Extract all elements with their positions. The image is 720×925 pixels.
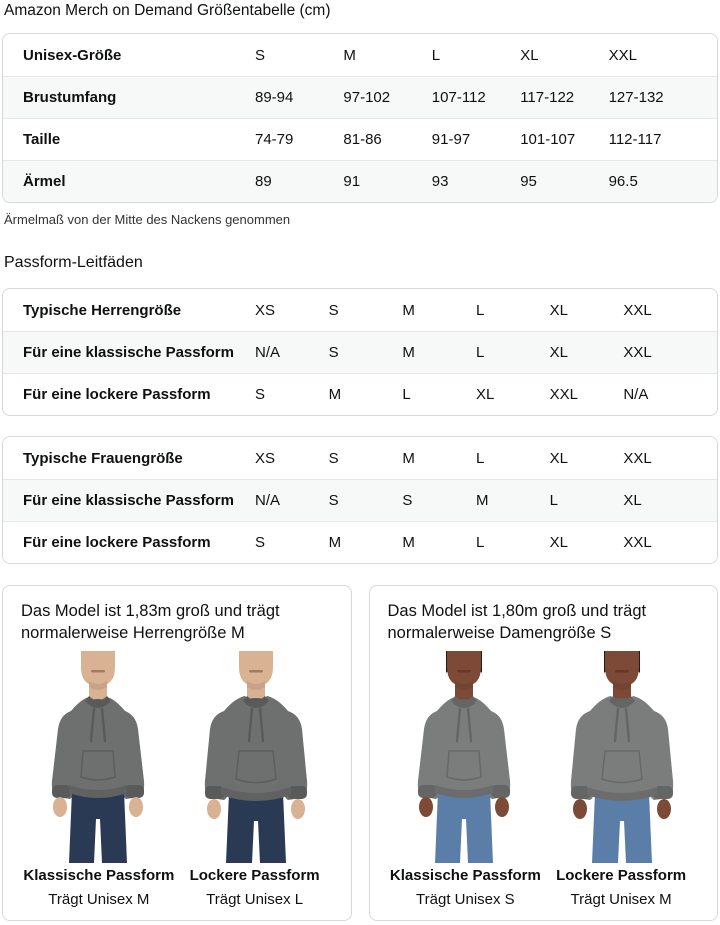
size-column-header: L bbox=[431, 46, 441, 64]
cell-value: M bbox=[402, 344, 415, 361]
men-models-photos bbox=[21, 651, 333, 863]
female-model-loose-fit-photo bbox=[546, 651, 698, 863]
cell-value: XXL bbox=[623, 344, 652, 361]
row-label: Typische Herrengröße bbox=[23, 301, 182, 319]
women-fit-guide-table bbox=[2, 436, 718, 564]
row-label: Für eine lockere Passform bbox=[23, 534, 211, 551]
row-label: Für eine lockere Passform bbox=[23, 386, 211, 403]
cell-value: 89 bbox=[255, 173, 272, 190]
cell-value: L bbox=[475, 534, 485, 551]
row-label: Typische Frauengröße bbox=[23, 449, 183, 467]
cell-value: XL bbox=[549, 301, 569, 319]
table-row-classic-fit bbox=[3, 331, 717, 373]
women-captions bbox=[388, 867, 700, 908]
female-model-classic-fit-photo bbox=[388, 651, 540, 863]
row-label: Für eine klassische Passform bbox=[23, 492, 234, 509]
caption-fit-label: Lockere Passform bbox=[556, 866, 687, 884]
cell-value: N/A bbox=[255, 344, 281, 361]
cell-value: S bbox=[255, 386, 266, 403]
loose-fit-caption bbox=[543, 867, 699, 908]
male-model-classic-fit-photo bbox=[22, 651, 174, 863]
unisex-size-table bbox=[2, 33, 718, 203]
caption-fit-label: Klassische Passform bbox=[389, 866, 541, 884]
male-model-loose-fit-photo bbox=[180, 651, 332, 863]
cell-value: M bbox=[328, 534, 342, 551]
cell-value: S bbox=[328, 449, 339, 467]
cell-value: 97-102 bbox=[343, 89, 391, 106]
cell-value: 74-79 bbox=[255, 131, 294, 148]
cell-value: XS bbox=[255, 301, 276, 319]
cell-value: 91-97 bbox=[431, 131, 471, 148]
cell-value: 89-94 bbox=[255, 89, 294, 106]
cell-value: L bbox=[475, 449, 485, 467]
size-column-header: XXL bbox=[608, 46, 637, 64]
page-title: Amazon Merch on Demand Größentabelle (cm) bbox=[4, 2, 331, 19]
women-models-photos bbox=[388, 651, 700, 863]
cell-value: XXL bbox=[623, 301, 652, 319]
cell-value: 96.5 bbox=[608, 173, 638, 190]
unisex-size-label: Unisex-Größe bbox=[23, 46, 122, 64]
caption-fit-label: Lockere Passform bbox=[189, 866, 320, 884]
cell-value: M bbox=[402, 449, 415, 467]
cell-value: 112-117 bbox=[608, 131, 662, 148]
table-row-loose-fit bbox=[3, 373, 717, 415]
cell-value: XL bbox=[623, 492, 642, 509]
fit-guides-heading: Passform-Leitfäden bbox=[4, 254, 143, 271]
caption-size-label: Trägt Unisex L bbox=[206, 890, 304, 908]
cell-value: M bbox=[402, 301, 415, 319]
cell-value: XXL bbox=[549, 386, 579, 403]
table-row-loose-fit bbox=[3, 521, 717, 563]
cell-value: M bbox=[475, 492, 489, 509]
cell-value: S bbox=[328, 301, 339, 319]
cell-value: M bbox=[402, 534, 415, 551]
cell-value: XL bbox=[475, 386, 495, 403]
women-model-card bbox=[369, 585, 719, 921]
men-captions bbox=[21, 867, 333, 908]
cell-value: S bbox=[402, 492, 413, 509]
cell-value: XXL bbox=[623, 534, 652, 551]
classic-fit-caption bbox=[388, 867, 544, 908]
row-label: Brustumfang bbox=[23, 89, 117, 106]
cell-value: N/A bbox=[255, 492, 281, 509]
cell-value: S bbox=[255, 534, 266, 551]
cell-value: N/A bbox=[623, 386, 649, 403]
table-row-waist bbox=[3, 118, 717, 160]
cell-value: XL bbox=[549, 449, 569, 467]
model-cards-row bbox=[2, 585, 718, 921]
row-label: Ärmel bbox=[23, 173, 66, 190]
cell-value: S bbox=[328, 344, 339, 361]
men-model-heading: Das Model ist 1,83m groß und trägt normalerweise Herrengröße M bbox=[21, 602, 280, 643]
size-column-header: M bbox=[343, 46, 356, 64]
classic-fit-caption bbox=[21, 867, 177, 908]
cell-value: 91 bbox=[343, 173, 361, 190]
caption-size-label: Trägt Unisex S bbox=[416, 890, 515, 908]
table-row-classic-fit bbox=[3, 479, 717, 521]
cell-value: XS bbox=[255, 449, 276, 467]
cell-value: L bbox=[549, 492, 558, 509]
size-column-header: XL bbox=[520, 46, 539, 64]
size-column-header: S bbox=[255, 46, 266, 64]
cell-value: L bbox=[475, 301, 485, 319]
cell-value: XL bbox=[549, 534, 569, 551]
table-header-row bbox=[3, 34, 717, 76]
cell-value: 107-112 bbox=[431, 89, 486, 106]
cell-value: XL bbox=[549, 344, 569, 361]
cell-value: XXL bbox=[623, 449, 652, 467]
cell-value: 93 bbox=[431, 173, 449, 190]
loose-fit-caption bbox=[177, 867, 333, 908]
cell-value: 117-122 bbox=[520, 89, 575, 106]
cell-value: M bbox=[328, 386, 342, 403]
caption-size-label: Trägt Unisex M bbox=[48, 890, 150, 908]
caption-fit-label: Klassische Passform bbox=[23, 866, 175, 884]
table-row-chest bbox=[3, 76, 717, 118]
women-model-heading: Das Model ist 1,80m groß und trägt normalerweise Damengröße S bbox=[387, 602, 647, 643]
cell-value: L bbox=[402, 386, 411, 403]
table-row-typical-men-size bbox=[3, 289, 717, 331]
cell-value: S bbox=[328, 492, 339, 509]
cell-value: 81-86 bbox=[343, 131, 382, 148]
cell-value: L bbox=[475, 344, 485, 361]
men-model-card bbox=[2, 585, 352, 921]
sleeve-measure-footnote: Ärmelmaß von der Mitte des Nackens genommen bbox=[4, 212, 291, 227]
caption-size-label: Trägt Unisex M bbox=[570, 890, 672, 908]
row-label: Taille bbox=[23, 131, 61, 148]
cell-value: 95 bbox=[520, 173, 537, 190]
row-label: Für eine klassische Passform bbox=[23, 344, 234, 361]
table-row-sleeve bbox=[3, 160, 717, 202]
table-row-typical-women-size bbox=[3, 437, 717, 479]
cell-value: 127-132 bbox=[608, 89, 664, 106]
cell-value: 101-107 bbox=[520, 131, 576, 148]
men-fit-guide-table bbox=[2, 288, 718, 416]
